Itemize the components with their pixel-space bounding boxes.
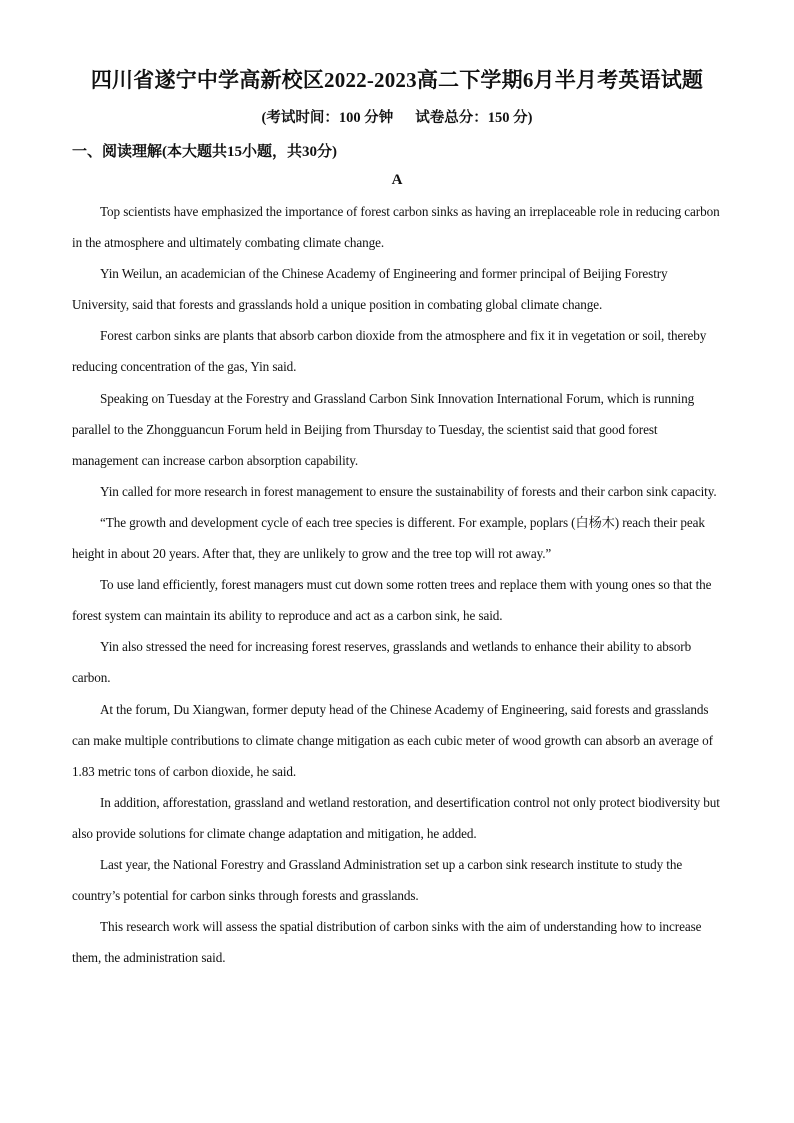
exam-info: [0, 106, 794, 127]
passage-paragraph: Forest carbon sinks are plants that absorb carbon dioxide from the atmosphere and fix it in vegetation or soil, thereby reducing concentration of the gas, Yin said.: [72, 328, 707, 375]
passage-paragraph: Last year, the National Forestry and Grassland Administration set up a carbon sink research institute to study the country’s potential for carbon sinks through forests and grasslands.: [72, 856, 683, 904]
passage-paragraph: This research work will assess the spatial distribution of carbon sinks with the aim of understanding how to increase them, the administration said.: [72, 919, 702, 966]
passage-paragraph: In addition, afforestation, grassland and wetland restoration, and desertification control not only protect biodiversity but also provide solutions for climate change adaptation and mitigation, he added.: [72, 794, 720, 841]
passage-paragraph: Yin called for more research in forest management to ensure the sustainability of forests and their carbon sink capacity.: [100, 483, 717, 499]
passage-paragraph: At the forum, Du Xiangwan, former deputy head of the Chinese Academy of Engineering, said forests and grasslands can make multiple contributions to climate change mitigation as each cubic meter of wood growth can absorb an average of 1.83 metric tons of carbon dioxide, he said.: [72, 701, 713, 779]
section-heading: 一、阅读理解(本大题共15小题，共30分): [72, 144, 337, 160]
passage-body: [72, 196, 722, 973]
passage-paragraph: Yin also stressed the need for increasing forest reserves, grasslands and wetlands to enhance their ability to absorb carbon.: [72, 639, 692, 686]
passage-paragraph: To use land efficiently, forest managers must cut down some rotten trees and replace them with young ones so that the forest system can maintain its ability to reproduce and act as a carbon sink, he said.: [72, 577, 712, 624]
passage-paragraph: Speaking on Tuesday at the Forestry and Grassland Carbon Sink Innovation International Forum, which is running parallel to the Zhongguancun Forum held in Beijing from Thursday to Tuesday, the scientist said that good forest management can increase carbon absorption capability.: [72, 390, 695, 468]
exam-total-score: 试卷总分：150 分): [415, 110, 533, 126]
passage-paragraph: Top scientists have emphasized the importance of forest carbon sinks as having an irreplaceable role in reducing carbon in the atmosphere and ultimately combating climate change.: [72, 204, 720, 251]
passage-label: A: [391, 172, 403, 188]
exam-title: 四川省遂宁中学高新校区2022-2023高二下学期6月半月考英语试题: [90, 68, 704, 92]
passage-paragraph: Yin Weilun, an academician of the Chinese Academy of Engineering and former principal of Beijing Forestry University, said that forests and grasslands hold a unique position in combating global climate change.: [72, 266, 668, 313]
exam-time: (考试时间：100 分钟: [261, 110, 394, 126]
passage-paragraph: “The growth and development cycle of each tree species is different. For example, poplars (白杨木) reach their peak height in about 20 years. After that, they are unlikely to grow and the tree top will rot away.”: [72, 514, 705, 562]
